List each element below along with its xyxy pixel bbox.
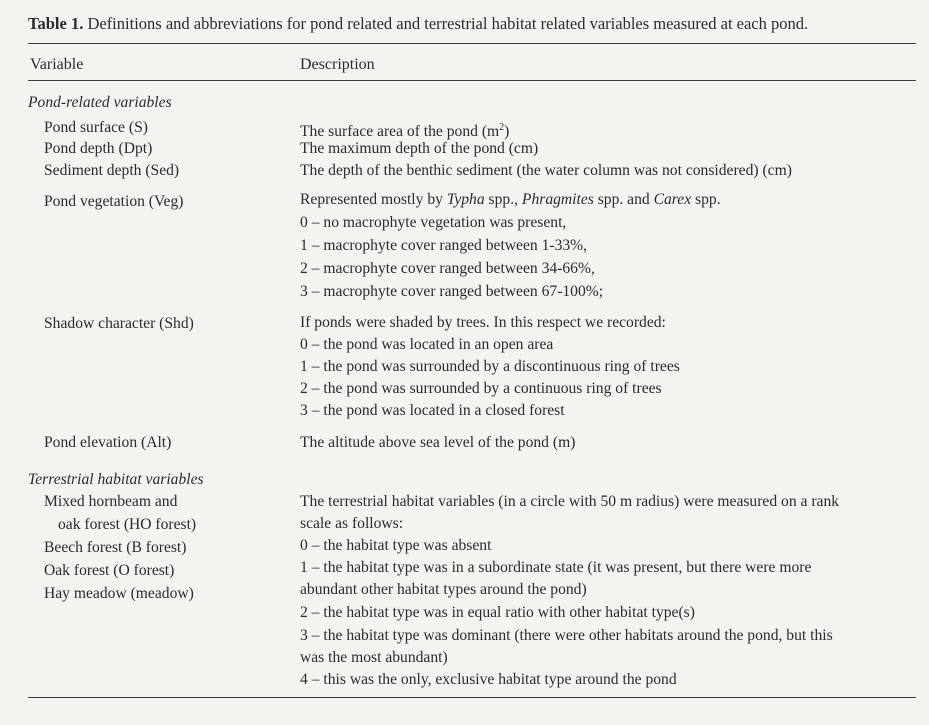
desc-pond-vegetation [300, 190, 721, 210]
shadow-item: 2 – the pond was surrounded by a continuous ring of trees [300, 380, 662, 397]
top-rule [28, 43, 916, 44]
section-title-terrestrial: Terrestrial habitat variables [28, 471, 204, 488]
var-terrestrial: Oak forest (O forest) [44, 562, 175, 579]
veg-text-d: spp. [691, 191, 721, 208]
terrestrial-desc-line: 1 – the habitat type was in a subordinate state (it was present, but there were more [300, 559, 812, 576]
terrestrial-desc-line: scale as follows: [300, 515, 404, 532]
desc-shadow-character: If ponds were shaded by trees. In this respect we recorded: [300, 314, 666, 331]
terrestrial-desc-line: 3 – the habitat type was dominant (there were other habitats around the pond, but this [300, 627, 833, 644]
var-sediment-depth: Sediment depth (Sed) [44, 162, 180, 179]
caption-text: Definitions and abbreviations for pond related and terrestrial habitat related variables measured at each pond. [87, 14, 809, 33]
var-terrestrial: Hay meadow (meadow) [44, 585, 194, 602]
species-phragmites: Phragmites [521, 191, 594, 208]
shadow-item: 3 – the pond was located in a closed forest [300, 402, 565, 419]
column-header-description: Description [300, 56, 375, 73]
desc-pond-depth: The maximum depth of the pond (cm) [300, 140, 539, 157]
bottom-rule [28, 697, 916, 698]
veg-item: 1 – macrophyte cover ranged between 1-33%, [300, 237, 588, 254]
var-terrestrial: Mixed hornbeam and [44, 493, 178, 510]
column-header-variable: Variable [30, 56, 84, 73]
veg-text-a: Represented mostly by [300, 191, 447, 208]
var-pond-surface: Pond surface (S) [44, 119, 148, 136]
veg-item: 0 – no macrophyte vegetation was present, [300, 214, 567, 231]
desc-pond-surface-close: ) [504, 123, 510, 140]
caption-label: Table 1. [28, 14, 84, 33]
terrestrial-desc-line: The terrestrial habitat variables (in a circle with 50 m radius) were measured on a rank [300, 493, 840, 510]
var-pond-depth: Pond depth (Dpt) [44, 140, 153, 157]
superscript-2: 2 [499, 122, 505, 133]
terrestrial-desc-line: 2 – the habitat type was in equal ratio with other habitat type(s) [300, 604, 695, 621]
desc-pond-elevation: The altitude above sea level of the pond (m) [300, 434, 576, 451]
veg-text-c: spp. and [593, 191, 654, 208]
var-terrestrial: Beech forest (B forest) [44, 539, 187, 556]
desc-sediment-depth: The depth of the benthic sediment (the water column was not considered) (cm) [300, 162, 792, 179]
shadow-item: 0 – the pond was located in an open area [300, 336, 554, 353]
section-title-pond: Pond-related variables [28, 94, 172, 111]
terrestrial-desc-line: abundant other habitat types around the pond) [300, 581, 587, 598]
header-rule [28, 80, 916, 81]
desc-pond-surface-text: The surface area of the pond (m [300, 123, 500, 140]
var-terrestrial: oak forest (HO forest) [58, 516, 197, 533]
terrestrial-desc-line: 0 – the habitat type was absent [300, 537, 492, 554]
var-shadow-character: Shadow character (Shd) [44, 315, 194, 332]
terrestrial-desc-line: 4 – this was the only, exclusive habitat type around the pond [300, 671, 677, 688]
table-caption [28, 14, 808, 34]
species-carex: Carex [653, 191, 692, 208]
veg-item: 2 – macrophyte cover ranged between 34-66%, [300, 260, 595, 277]
shadow-item: 1 – the pond was surrounded by a discontinuous ring of trees [300, 358, 680, 375]
terrestrial-desc-line: was the most abundant) [300, 649, 448, 666]
var-pond-elevation: Pond elevation (Alt) [44, 434, 172, 451]
veg-item: 3 – macrophyte cover ranged between 67-100%; [300, 283, 604, 300]
veg-text-b: spp., [484, 191, 522, 208]
var-pond-vegetation: Pond vegetation (Veg) [44, 193, 184, 210]
species-typha: Typha [446, 191, 485, 208]
